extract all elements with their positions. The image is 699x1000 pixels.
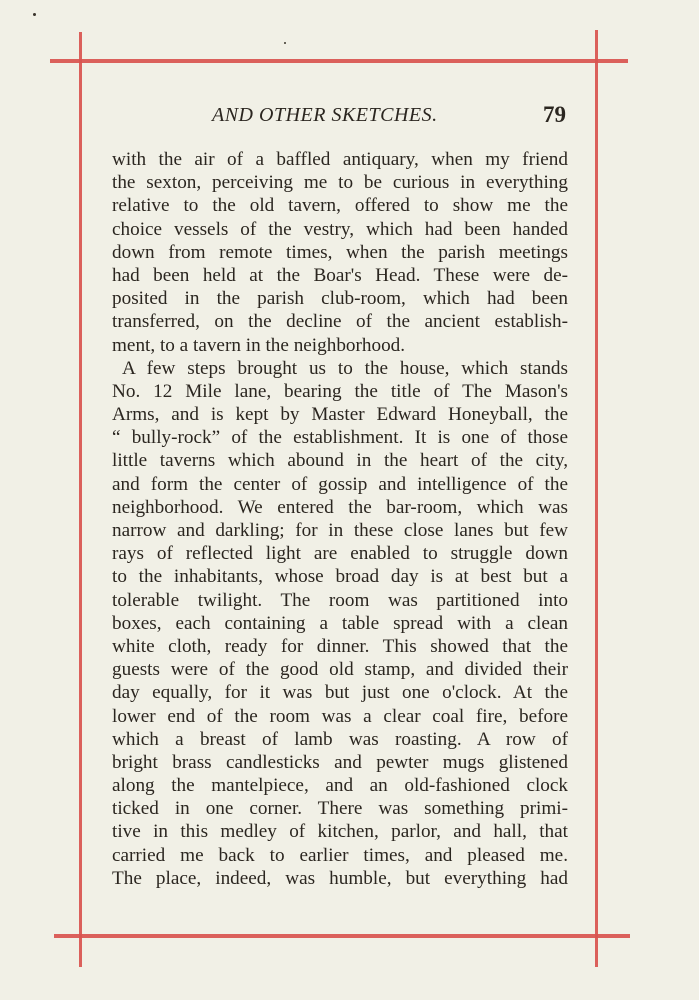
text-line: carried me back to earlier times, and pleased me.: [112, 844, 568, 866]
text-line: to the inhabitants, whose broad day is at best but a: [112, 566, 568, 588]
text-line: down from remote times, when the parish meetings: [112, 241, 568, 263]
text-line: relative to the old tavern, offered to show me the: [112, 195, 568, 217]
text-line: transferred, on the decline of the ancient establish-: [112, 311, 568, 333]
text-line: tolerable twilight. The room was partitioned into: [112, 589, 568, 611]
text-line: A few steps brought us to the house, which stands: [122, 357, 568, 379]
text-line: with the air of a baffled antiquary, when my friend: [112, 149, 568, 170]
text-line: had been held at the Boar's Head. These were de-: [112, 264, 568, 286]
text-line: The place, indeed, was humble, but everything had: [112, 867, 568, 889]
text-line: ment, to a tavern in the neighborhood.: [112, 334, 406, 356]
text-line: choice vessels of the vestry, which had been handed: [112, 218, 568, 240]
text-line: narrow and darkling; for in these close lanes but few: [112, 520, 568, 541]
text-line: the sexton, perceiving me to be curious in everything: [112, 172, 568, 194]
text-line: tive in this medley of kitchen, parlor, and hall, that: [112, 821, 568, 843]
text-line: No. 12 Mile lane, bearing the title of The Mason's: [112, 380, 568, 402]
text-line: lower end of the room was a clear coal fire, before: [112, 705, 568, 727]
paper-speck: [33, 13, 36, 16]
running-head: [112, 100, 570, 134]
text-line: boxes, each containing a table spread with a clean: [112, 612, 568, 634]
text-line: neighborhood. We entered the bar-room, which was: [112, 496, 568, 518]
text-line: bright brass candlesticks and pewter mugs glistened: [112, 751, 568, 773]
running-title: AND OTHER SKETCHES.: [212, 104, 438, 126]
text-line: day equally, for it was but just one o'clock. At the: [112, 682, 568, 704]
border-rule-left: [79, 32, 82, 967]
text-line: along the mantelpiece, and an old-fashioned clock: [112, 775, 568, 797]
paper-speck: [284, 42, 286, 44]
text-line: posited in the parish club-room, which had been: [112, 288, 568, 310]
border-rule-right: [595, 30, 598, 967]
text-line: ticked in one corner. There was something primi-: [112, 798, 568, 820]
text-line: “ bully-rock” of the establishment. It is one of those: [112, 427, 568, 449]
text-line: which a breast of lamb was roasting. A row of: [112, 728, 568, 750]
text-line: little taverns which abound in the heart of the city,: [112, 450, 568, 472]
border-rule-bottom: [54, 934, 630, 938]
border-rule-top: [50, 59, 628, 63]
text-line: Arms, and is kept by Master Edward Honeyball, the: [112, 404, 568, 426]
text-line: rays of reflected light are enabled to struggle down: [112, 543, 568, 565]
page-number: 79: [543, 102, 566, 127]
text-line: guests were of the good old stamp, and divided their: [112, 659, 568, 681]
body-text: [112, 148, 568, 890]
text-line: and form the center of gossip and intelligence of the: [112, 473, 568, 495]
text-line: white cloth, ready for dinner. This showed that the: [112, 635, 568, 657]
